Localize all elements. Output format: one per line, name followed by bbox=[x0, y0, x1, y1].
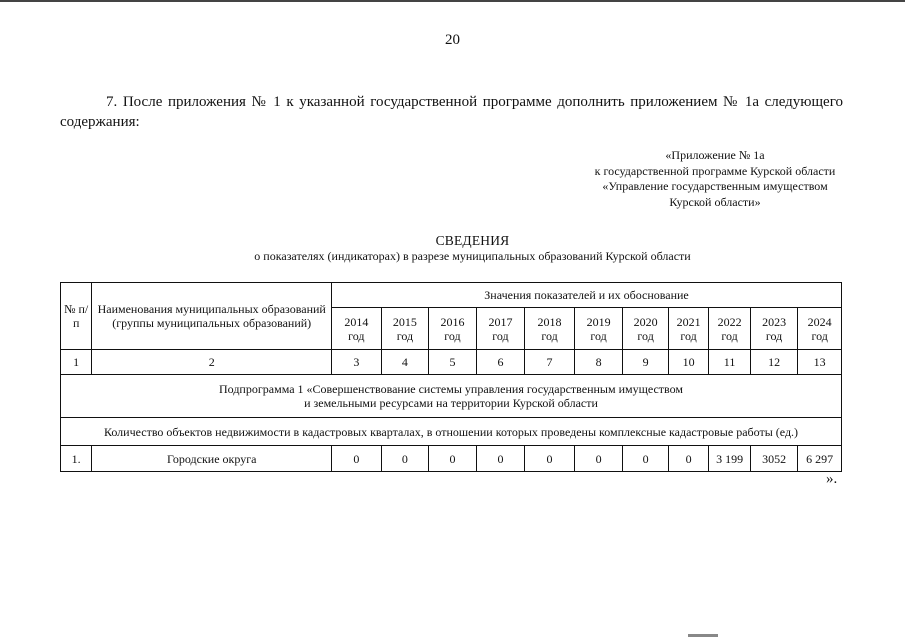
document-title: СВЕДЕНИЯ bbox=[435, 233, 510, 248]
annex-line-3: «Управление государственным имуществом bbox=[602, 179, 828, 193]
column-number: 1 bbox=[61, 350, 92, 375]
column-number: 2 bbox=[92, 350, 332, 375]
top-border-line bbox=[0, 0, 905, 2]
value-2019: 0 bbox=[574, 446, 623, 472]
value-2020: 0 bbox=[623, 446, 669, 472]
value-2016: 0 bbox=[429, 446, 477, 472]
column-number: 8 bbox=[574, 350, 623, 375]
body-paragraph: 7. После приложения № 1 к указанной государственной программе дополнить приложением № 1а следующего содержания: bbox=[60, 94, 843, 130]
subprogram-line-2: и земельными ресурсами на территории Курской области bbox=[304, 396, 598, 410]
indicator-title-cell: Количество объектов недвижимости в кадастровых кварталах, в отношении которых проведены комплексные кадастровые работы (ед.) bbox=[61, 418, 842, 446]
row-name: Городские округа bbox=[92, 446, 332, 472]
value-2018: 0 bbox=[525, 446, 575, 472]
value-2022: 3 199 bbox=[709, 446, 750, 472]
column-number: 5 bbox=[429, 350, 477, 375]
column-number: 10 bbox=[668, 350, 708, 375]
value-2017: 0 bbox=[476, 446, 525, 472]
value-2024: 6 297 bbox=[798, 446, 842, 472]
year-header-2024: 2024 год bbox=[798, 308, 842, 350]
indicators-table bbox=[60, 282, 842, 472]
column-number: 6 bbox=[476, 350, 525, 375]
column-number: 3 bbox=[332, 350, 382, 375]
year-header-2017: 2017 год bbox=[476, 308, 525, 350]
page-number: 20 bbox=[445, 32, 460, 48]
year-header-2014: 2014 год bbox=[332, 308, 382, 350]
subprogram-title-cell bbox=[61, 375, 842, 418]
header-number-cell: № п/п bbox=[61, 283, 92, 350]
column-number: 7 bbox=[525, 350, 575, 375]
header-values-cell: Значения показателей и их обоснование bbox=[332, 283, 842, 308]
year-header-2015: 2015 год bbox=[381, 308, 429, 350]
year-header-2016: 2016 год bbox=[429, 308, 477, 350]
value-2014: 0 bbox=[332, 446, 382, 472]
year-header-2019: 2019 год bbox=[574, 308, 623, 350]
year-header-2021: 2021 год bbox=[668, 308, 708, 350]
subprogram-line-1: Подпрограмма 1 «Совершенствование системы управления государственным имуществом bbox=[219, 382, 683, 396]
year-header-2023: 2023 год bbox=[750, 308, 798, 350]
value-2021: 0 bbox=[668, 446, 708, 472]
annex-line-1: «Приложение № 1а bbox=[665, 148, 765, 162]
column-number: 11 bbox=[709, 350, 750, 375]
year-header-2022: 2022 год bbox=[709, 308, 750, 350]
table-row bbox=[61, 446, 842, 472]
header-name-cell: Наименования муниципальных образований (группы муниципальных образований) bbox=[92, 283, 332, 350]
scan-artifact bbox=[688, 634, 718, 637]
annex-line-2: к государственной программе Курской области bbox=[594, 163, 836, 178]
closing-quote: ». bbox=[826, 471, 838, 487]
annex-line-4: Курской области» bbox=[669, 194, 761, 209]
row-number: 1. bbox=[61, 446, 92, 472]
year-header-2018: 2018 год bbox=[525, 308, 575, 350]
column-number: 12 bbox=[750, 350, 798, 375]
year-header-2020: 2020 год bbox=[623, 308, 669, 350]
document-subtitle: о показателях (индикаторах) в разрезе муниципальных образований Курской области bbox=[254, 249, 691, 263]
value-2023: 3052 bbox=[750, 446, 798, 472]
value-2015: 0 bbox=[381, 446, 429, 472]
column-number: 4 bbox=[381, 350, 429, 375]
annex-header bbox=[560, 148, 870, 210]
column-number: 9 bbox=[623, 350, 669, 375]
column-number: 13 bbox=[798, 350, 842, 375]
column-number-row bbox=[61, 350, 842, 375]
